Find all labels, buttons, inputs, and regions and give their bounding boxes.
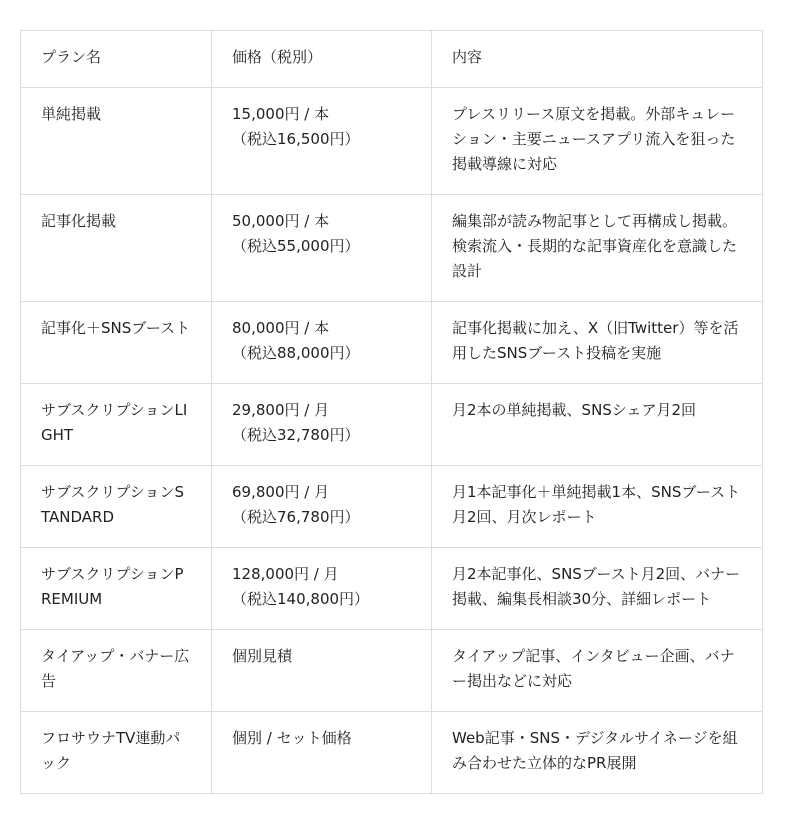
- content-cell: 記事化掲載に加え、X（旧Twitter）等を活用したSNSブースト投稿を実施: [432, 302, 763, 384]
- table-row: [21, 384, 763, 466]
- header-price: 価格（税別）: [212, 31, 432, 88]
- price-value: 15,000円 / 本: [232, 105, 330, 123]
- price-cell: [212, 384, 432, 466]
- table-header: [21, 31, 763, 88]
- plan-name-cell: フロサウナTV連動パック: [21, 712, 212, 794]
- plan-name-cell: サブスクリプションSTANDARD: [21, 466, 212, 548]
- header-row: [21, 31, 763, 88]
- pricing-table: [20, 30, 763, 794]
- table-row: [21, 302, 763, 384]
- header-content: 内容: [432, 31, 763, 88]
- table-row: [21, 88, 763, 195]
- table-row: [21, 195, 763, 302]
- table-body: [21, 88, 763, 794]
- price-cell: [212, 548, 432, 630]
- price-cell: [212, 466, 432, 548]
- price-value: 50,000円 / 本: [232, 212, 330, 230]
- price-value: 個別 / セット価格: [232, 729, 352, 747]
- price-value: 69,800円 / 月: [232, 483, 330, 501]
- header-plan-name: プラン名: [21, 31, 212, 88]
- content-cell: Web記事・SNS・デジタルサイネージを組み合わせた立体的なPR展開: [432, 712, 763, 794]
- price-tax-value: （税込76,780円）: [232, 508, 360, 526]
- content-cell: タイアップ記事、インタビュー企画、バナー掲出などに対応: [432, 630, 763, 712]
- price-value: 29,800円 / 月: [232, 401, 330, 419]
- content-cell: 月2本記事化、SNSブースト月2回、バナー掲載、編集長相談30分、詳細レポート: [432, 548, 763, 630]
- price-value: 80,000円 / 本: [232, 319, 330, 337]
- price-value: 128,000円 / 月: [232, 565, 339, 583]
- plan-name-cell: 記事化＋SNSブースト: [21, 302, 212, 384]
- content-cell: プレスリリース原文を掲載。外部キュレーション・主要ニュースアプリ流入を狙った掲載導線に対応: [432, 88, 763, 195]
- plan-name-cell: タイアップ・バナー広告: [21, 630, 212, 712]
- price-value: 個別見積: [232, 647, 293, 665]
- table-row: [21, 712, 763, 794]
- plan-name-cell: 記事化掲載: [21, 195, 212, 302]
- table-row: [21, 630, 763, 712]
- plan-name-cell: 単純掲載: [21, 88, 212, 195]
- plan-name-cell: サブスクリプションLIGHT: [21, 384, 212, 466]
- price-cell: [212, 88, 432, 195]
- content-cell: 編集部が読み物記事として再構成し掲載。検索流入・長期的な記事資産化を意識した設計: [432, 195, 763, 302]
- table-row: [21, 466, 763, 548]
- price-tax-value: （税込32,780円）: [232, 426, 360, 444]
- price-cell: [212, 712, 432, 794]
- content-cell: 月2本の単純掲載、SNSシェア月2回: [432, 384, 763, 466]
- price-tax-value: （税込88,000円）: [232, 344, 360, 362]
- price-tax-value: （税込16,500円）: [232, 130, 360, 148]
- price-tax-value: （税込140,800円）: [232, 590, 370, 608]
- content-cell: 月1本記事化＋単純掲載1本、SNSブースト月2回、月次レポート: [432, 466, 763, 548]
- plan-name-cell: サブスクリプションPREMIUM: [21, 548, 212, 630]
- price-cell: [212, 630, 432, 712]
- price-cell: [212, 195, 432, 302]
- table-row: [21, 548, 763, 630]
- price-tax-value: （税込55,000円）: [232, 237, 360, 255]
- price-cell: [212, 302, 432, 384]
